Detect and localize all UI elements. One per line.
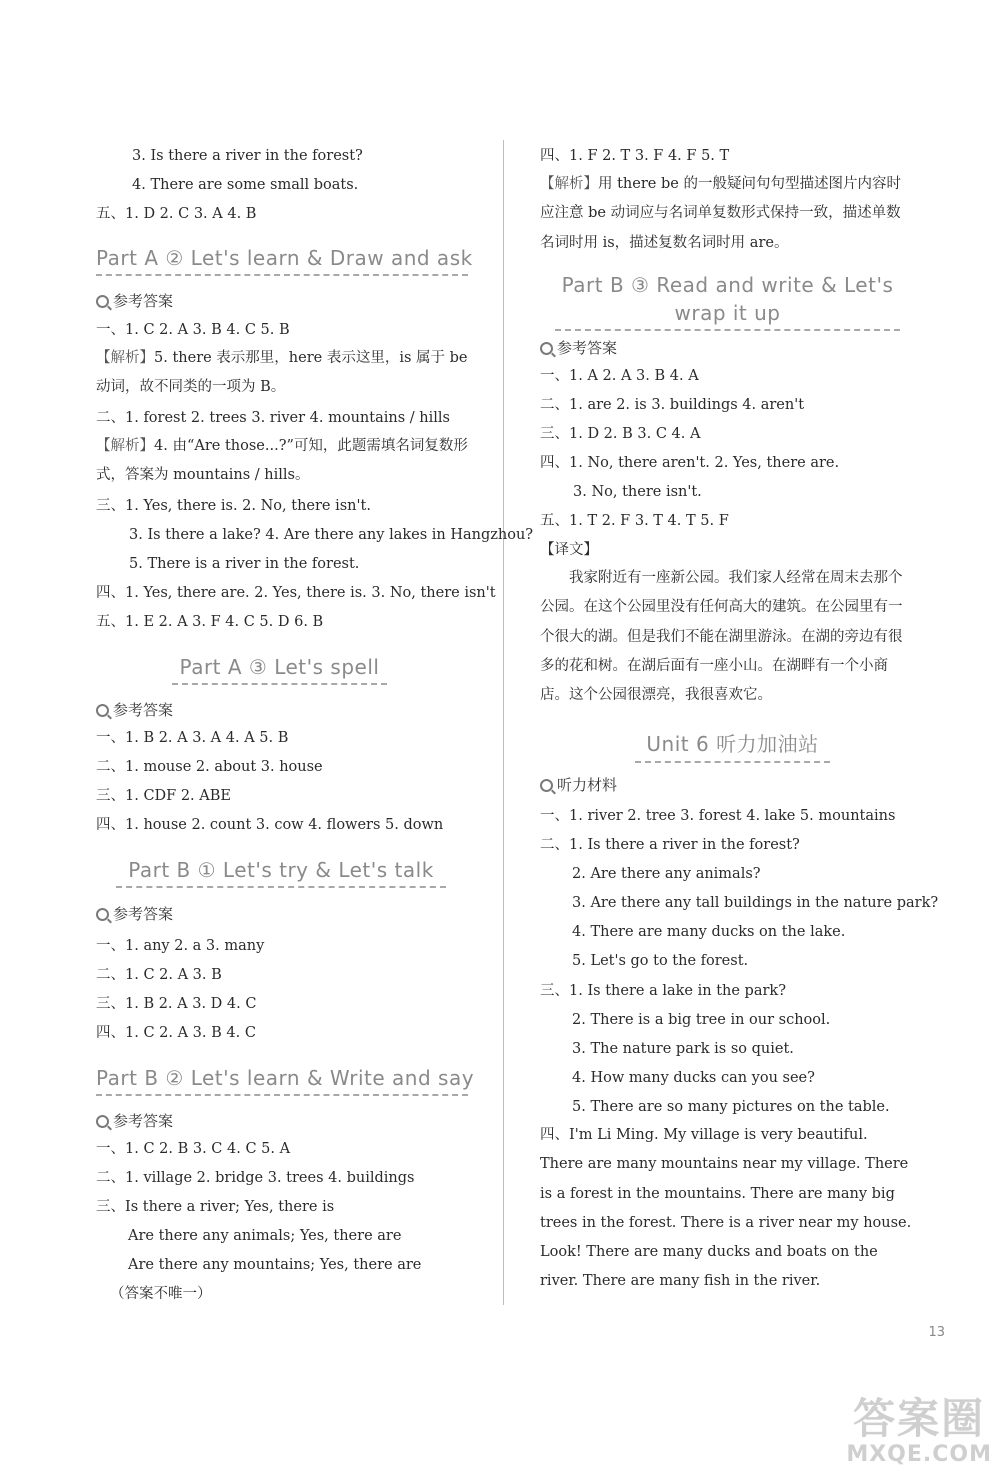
listening-line: 二、1. Is there a river in the forest?: [540, 837, 800, 853]
answer-line: 四、1. house 2. count 3. cow 4. flowers 5. down: [96, 817, 444, 833]
section-heading: Unit 6 听力加油站: [635, 728, 830, 763]
answer-line: 一、1. A 2. A 3. B 4. A: [540, 368, 699, 384]
section-heading: Part B ① Let's try & Let's talk: [116, 858, 446, 888]
answer-line: 5. There is a river in the forest.: [129, 556, 360, 572]
answer-line: 二、1. forest 2. trees 3. river 4. mountains / hills: [96, 410, 450, 426]
section-heading: Part B ③ Read and write & Let's wrap it up: [555, 273, 900, 331]
answer-line: 三、1. CDF 2. ABE: [96, 788, 231, 804]
magnifier-icon: [96, 1115, 109, 1128]
listening-passage: 四、I'm Li Ming. My village is very beautiful. There are many mountains near my village. There is a forest in the mountains. There are many big trees in the forest. There is a river near my house. Look! There are many ducks and boats on the river. There are many fish in the river.: [540, 1127, 912, 1290]
answer-line: 五、1. E 2. A 3. F 4. C 5. D 6. B: [96, 614, 324, 630]
listening-line: 2. There is a big tree in our school.: [572, 1012, 831, 1028]
answer-line: 四、1. Yes, there are. 2. Yes, there is. 3. No, there isn't: [96, 585, 496, 601]
answer-line: 一、1. any 2. a 3. many: [96, 938, 265, 954]
magnifier-icon: [96, 908, 109, 921]
analysis-note: 【解析】4. 由“Are those...?”可知，此题需填名词复数形式，答案为 mountains / hills。: [96, 438, 468, 484]
magnifier-icon: [540, 342, 553, 355]
answer-line: 五、1. T 2. F 3. T 4. T 5. F: [540, 513, 729, 529]
answer-line: 三、Is there a river; Yes, there is: [96, 1199, 335, 1215]
translation-text: 我家附近有一座新公园。我们家人经常在周末去那个公园。在这个公园里没有任何高大的建筑。在公园里有一个很大的湖。但是我们不能在湖里游泳。在湖的旁边有很多的花和树。在湖后面有一座小山。在湖畔有一个小商店。这个公园很漂亮，我很喜欢它。: [540, 570, 903, 704]
answer-line: 二、1. village 2. bridge 3. trees 4. buildings: [96, 1170, 415, 1186]
answer-line: 三、1. B 2. A 3. D 4. C: [96, 996, 257, 1012]
answer-line: 3. No, there isn't.: [573, 484, 702, 500]
magnifier-icon: [96, 704, 109, 717]
listening-line: 5. Let's go to the forest.: [572, 953, 749, 969]
section-heading: Part B ② Let's learn & Write and say: [96, 1066, 468, 1096]
magnifier-icon: [540, 779, 553, 792]
translation-label: 【译文】: [540, 542, 598, 558]
answer-line: 3. Is there a river in the forest?: [132, 148, 363, 164]
listening-line: 3. Are there any tall buildings in the nature park?: [572, 895, 939, 911]
answer-line: 二、1. C 2. A 3. B: [96, 967, 222, 983]
listening-line: 4. There are many ducks on the lake.: [572, 924, 846, 940]
listening-line: 3. The nature park is so quiet.: [572, 1041, 794, 1057]
watermark-logo: 答案圈 MXQE.COM: [846, 1394, 992, 1467]
answer-line: Are there any animals; Yes, there are: [128, 1228, 402, 1244]
answer-line: 一、1. B 2. A 3. A 4. A 5. B: [96, 730, 289, 746]
section-heading: Part A ③ Let's spell: [172, 655, 387, 685]
answer-tag: 参考答案: [96, 1110, 173, 1131]
page-number: 13: [928, 1325, 945, 1340]
listening-line: 一、1. river 2. tree 3. forest 4. lake 5. mountains: [540, 808, 896, 824]
answer-tag: 参考答案: [96, 903, 173, 924]
listening-line: 三、1. Is there a lake in the park?: [540, 983, 786, 999]
answer-line: 二、1. are 2. is 3. buildings 4. aren't: [540, 397, 805, 413]
answer-line: 五、1. D 2. C 3. A 4. B: [96, 206, 257, 222]
answer-line: 三、1. D 2. B 3. C 4. A: [540, 426, 701, 442]
answer-line: 一、1. C 2. B 3. C 4. C 5. A: [96, 1141, 291, 1157]
listening-line: 5. There are so many pictures on the table.: [572, 1099, 890, 1115]
answer-note: （答案不唯一）: [110, 1286, 212, 1302]
answer-tag: 参考答案: [96, 290, 173, 311]
analysis-note: 【解析】用 there be 的一般疑问句句型描述图片内容时应注意 be 动词应与名词单复数形式保持一致，描述单数名词时用 is，描述复数名词时用 are。: [540, 176, 901, 251]
answer-line: 四、1. No, there aren't. 2. Yes, there are.: [540, 455, 840, 471]
answer-line: 四、1. F 2. T 3. F 4. F 5. T: [540, 148, 730, 164]
answer-line: 三、1. Yes, there is. 2. No, there isn't.: [96, 498, 371, 514]
answer-line: 4. There are some small boats.: [132, 177, 359, 193]
answer-tag: 参考答案: [540, 337, 617, 358]
listening-line: 4. How many ducks can you see?: [572, 1070, 815, 1086]
column-divider: [503, 140, 504, 1305]
answer-line: 一、1. C 2. A 3. B 4. C 5. B: [96, 322, 290, 338]
answer-line: Are there any mountains; Yes, there are: [128, 1257, 422, 1273]
magnifier-icon: [96, 295, 109, 308]
answer-line: 四、1. C 2. A 3. B 4. C: [96, 1025, 256, 1041]
section-heading: Part A ② Let's learn & Draw and ask: [96, 246, 468, 276]
analysis-note: 【解析】5. there 表示那里，here 表示这里，is 属于 be 动词，故不同类的一项为 B。: [96, 350, 468, 396]
listening-line: 2. Are there any animals?: [572, 866, 761, 882]
answer-line: 二、1. mouse 2. about 3. house: [96, 759, 323, 775]
listening-tag: 听力材料: [540, 774, 617, 795]
answer-tag: 参考答案: [96, 699, 173, 720]
answer-line: 3. Is there a lake? 4. Are there any lakes in Hangzhou?: [129, 527, 534, 543]
